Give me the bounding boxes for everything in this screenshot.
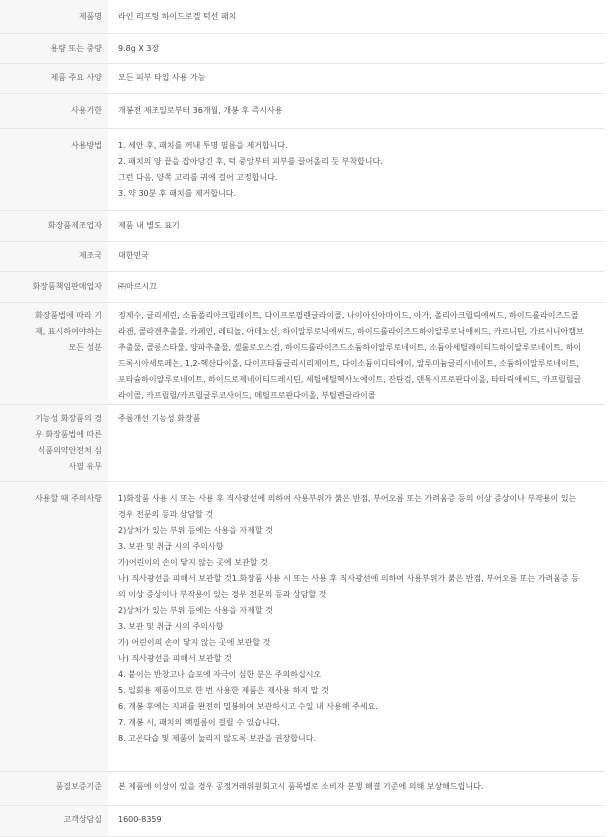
spec-row [0, 211, 605, 242]
spec-label-line: 용량 또는 중량 [50, 44, 102, 53]
spec-label [0, 0, 108, 34]
spec-label [0, 129, 108, 211]
spec-label-line: 제품명 [78, 12, 102, 21]
spec-row [0, 34, 605, 64]
spec-row [0, 806, 605, 837]
spec-value-line: 6. 개봉 후에는 지퍼를 완전히 밀봉하여 보관하시고 수일 내 사용해 주세요. [118, 702, 378, 711]
spec-value-line: 7. 개봉 시, 패치의 백필름이 걸릴 수 있습니다. [118, 718, 280, 727]
spec-value [108, 211, 605, 242]
spec-label-line: 화장품제조업자 [47, 221, 102, 230]
spec-value-line: 주름개선 기능성 화장품 [118, 414, 201, 423]
spec-value [108, 772, 605, 806]
spec-value-line: 모든 피부 타입 사용 가능 [118, 73, 206, 82]
spec-row [0, 0, 605, 34]
spec-value-line: 정제수, 글리세린, 소듐폴리아크릴레이트, 다이프로필렌글라이콜, 나이아신아마이드, 아가, 폴리아크릴릭애씨드, 하이드롤라이즈드콜 [118, 311, 579, 320]
spec-label [0, 772, 108, 806]
spec-value-line: 포타슘하이알루로네이트, 하이드로제네이티드레시틴, 세틸에틸헥사노에이트, 잔탄검, 덴톡시프로판다이올, 타타릭애씨드, 카프릴릴글 [118, 375, 582, 384]
spec-value [108, 34, 605, 64]
spec-value-line: 3. 보관 및 취급 시의 주의사항 [118, 542, 224, 551]
spec-value-line: 경우 전문의 등과 상담할 것 [118, 510, 214, 519]
spec-row [0, 303, 605, 405]
spec-label [0, 94, 108, 129]
spec-label-line: 제조국 [78, 251, 102, 260]
spec-value-line: 나) 직사광선을 피해서 보관할 것 [118, 654, 232, 663]
spec-label-line: 사필 유무 [68, 462, 102, 471]
spec-value-line: 9.8g X 3장 [118, 44, 160, 53]
spec-value-line: 3. 보관 및 취급 시의 주의사항 [118, 622, 224, 631]
spec-value-line: 2. 패치의 양 끝을 잡아당긴 후, 턱 중앙부터 피부를 끌어올리 듯 부착합니다. [118, 157, 383, 166]
spec-row [0, 772, 605, 806]
spec-row [0, 272, 605, 303]
spec-value-line: 나) 직사광선을 피해서 보관할 것1.화장품 사용 시 또는 사용 후 직사광선에 의하여 사용부위가 붉은 반점, 부어오름 또는 가려움증 등 [118, 574, 579, 583]
spec-value-line: 1. 세안 후, 패치를 꺼내 투명 필름을 제거합니다. [118, 141, 288, 150]
spec-value [108, 94, 605, 129]
spec-value-line: 4. 붙이는 반창고나 습포에 자극이 심한 분은 주의하십시오 [118, 670, 322, 679]
spec-value-line: 그런 다음, 양쪽 고리를 귀에 걸어 고정합니다. [118, 173, 278, 182]
spec-label [0, 211, 108, 242]
spec-label-line: 사용할 때 주의사항 [35, 494, 102, 503]
spec-value [108, 64, 605, 94]
spec-label-line: 품질보증기준 [55, 782, 102, 791]
spec-value [108, 482, 605, 772]
spec-value-line: 개봉전 제조일로부터 36개월, 개봉 후 즉시사용 [118, 106, 283, 115]
spec-label-line: 기능성 화장품의 경 [35, 414, 102, 423]
spec-label-line: 사용방법 [71, 141, 102, 150]
spec-row [0, 405, 605, 482]
spec-value-line: 1)화장품 사용 시 또는 사용 후 직사광선에 의하여 사용부위가 붉은 반점, 부어오름 또는 가려움증 등의 이상 증상이나 부작용이 있는 [118, 494, 577, 503]
spec-value-line: 가)어린이의 손이 닿지 않는 곳에 보관할 것 [118, 558, 268, 567]
spec-value [108, 129, 605, 211]
spec-value-line: 5. 일회용 제품이므로 한 번 사용한 제품은 재사용 하지 말 것 [118, 686, 329, 695]
spec-label-line: 화장품법에 따라 기 [35, 311, 102, 320]
spec-row [0, 94, 605, 129]
spec-row [0, 242, 605, 272]
spec-value-line: 8. 고온다습 및 제품이 눌리지 않도록 보관을 권장합니다. [118, 734, 316, 743]
spec-label-line: 고객상담실 [63, 815, 102, 824]
spec-value-line: 의 이상 증상이나 부작용이 있는 경우 전문의 등과 상담할 것 [118, 590, 327, 599]
spec-label-line: 재, 표시하여야하는 [35, 327, 102, 336]
spec-label-line: 사용기한 [71, 106, 102, 115]
spec-row [0, 64, 605, 94]
spec-value-line: 3. 약 30분 후 패치를 제거합니다. [118, 189, 237, 198]
spec-value-line: 1600-8359 [118, 815, 162, 824]
spec-row [0, 129, 605, 211]
spec-label-line: 우 화장품법에 따른 [35, 430, 102, 439]
spec-value-line: 제품 내 별도 표기 [118, 221, 180, 230]
spec-value-line: 본 제품에 이상이 있을 경우 공정거래위원회고시 품목별로 소비자 분쟁 해결 기준에 의해 보상해드립니다. [118, 782, 484, 791]
spec-label [0, 405, 108, 482]
spec-value [108, 806, 605, 837]
spec-label-line: 화장품책임판매업자 [32, 282, 102, 291]
spec-value-line: 라인 리프팅 하이드로겔 턱선 패치 [118, 12, 237, 21]
spec-label-line: 제품 주요 사양 [50, 73, 102, 82]
spec-value [108, 0, 605, 34]
spec-label [0, 303, 108, 405]
spec-value-line: 추출물, 콜롱스타물, 양파추출물, 셀룰로오스검, 하이드롤라이즈드소듐하이알루로네이트, 소듐아세틸레이티드하이알루로네이트, 하이 [118, 343, 582, 352]
spec-value-line: 라이콜, 카프릴릴/카프릴글루코사이드, 메틸프로판다이올, 부틸렌글라이콜 [118, 391, 376, 400]
spec-label [0, 34, 108, 64]
spec-value-line: 라겐, 콜라겐추출물, 카페인, 레티놀, 아데노신, 하이알루로닉애씨드, 하이드롤라이즈드하이알루로닉애씨드, 카르니틴, 가르시니아캠브 [118, 327, 584, 336]
spec-label [0, 64, 108, 94]
spec-value [108, 303, 605, 405]
spec-label-line: 식품의약안전처 심 [37, 446, 102, 455]
spec-value-line: 대한민국 [118, 251, 149, 260]
spec-value [108, 242, 605, 272]
spec-value [108, 272, 605, 303]
spec-value [108, 405, 605, 482]
spec-label [0, 806, 108, 837]
spec-value-line: ㈜마르시끄 [118, 282, 157, 291]
spec-value-line: 드록시아세토페논, 1,2-헥산다이올, 다이프타듐글리시리제이트, 다이소듐이디티에이, 알루미늄글리시네이트, 소듐하이알루로네이트, [118, 359, 579, 368]
spec-row [0, 482, 605, 772]
spec-label-line: 모든 성분 [68, 343, 102, 352]
spec-value-line: 2)상처가 있는 부위 등에는 사용을 자제할 것 [118, 526, 273, 535]
spec-value-line: 2)상처가 있는 부위 등에는 사용을 자제할 것 [118, 606, 273, 615]
spec-value-line: 가) 어린이의 손이 닿지 않는 곳에 보관할 것 [118, 638, 271, 647]
spec-label [0, 242, 108, 272]
spec-label [0, 272, 108, 303]
spec-label [0, 482, 108, 772]
